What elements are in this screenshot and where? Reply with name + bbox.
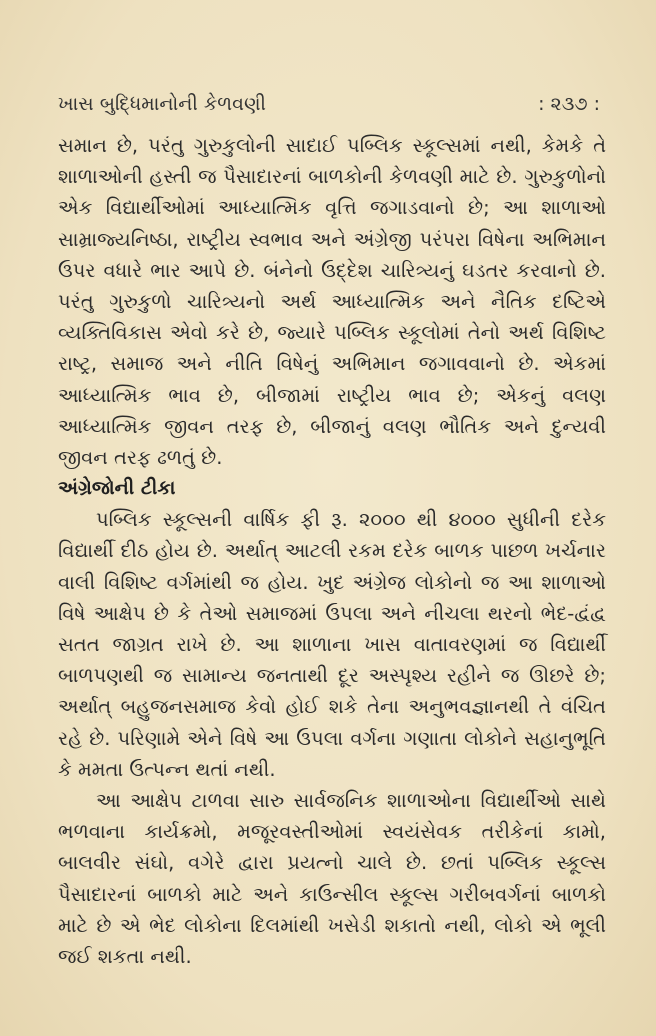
running-title: ખાસ બુદ્ધિમાનોની કેળવણી — [58, 93, 266, 115]
page-body — [58, 130, 606, 972]
paragraph-3: આ આક્ષેપ ટાળવા સારુ સાર્વજનિક શાળાઓના વિદ્યાર્થીઓ સાથે ભળવાના કાર્યક્રમો, મજૂરવસ્તીઓમાં સ્વયંસેવક તરીકેનાં કામો, બાલવીર સંઘો, વગેરે દ્વારા પ્રયત્નો ચાલે છે. છતાં પબ્લિક સ્કૂલ્સ પૈસાદારનાં બાળકો માટે અને કાઉન્સીલ સ્કૂલ્સ ગરીબવર્ગનાં બાળકો માટે છે એ ભેદ લોકોના દિલમાંથી ખસેડી શકાતો નથી, લોકો એ ભૂલી જઈ શકતા નથી. — [58, 789, 606, 969]
paragraph-1: સમાન છે, પરંતુ ગુરુકુલોની સાદાઈ પબ્લિક સ્કૂલ્સમાં નથી, કેમકે તે શાળાઓની હસ્તી જ પૈસાદારનાં બાળકોની કેળવણી માટે છે. ગુરુકુળોનો એક વિદ્યાર્થીઓમાં આધ્યાત્મિક વૃત્તિ જગાડવાનો છે; આ શાળાઓ સામ્રાજ્યનિષ્ઠા, રાષ્ટ્રીય સ્વભાવ અને અંગ્રેજી પરંપરા વિષેના અભિમાન ઉપર વધારે ભાર આપે છે. બંનેનો ઉદ્દેશ ચારિત્ર્યનું ઘડતર કરવાનો છે. પરંતુ ગુરુકુળો ચારિત્ર્યનો અર્થ આધ્યાત્મિક અને નૈતિક દષ્ટિએ વ્યક્તિવિકાસ એવો કરે છે, જ્યારે પબ્લિક સ્કૂલોમાં તેનો અર્થ વિશિષ્ટ રાષ્ટ્ર, સમાજ અને નીતિ વિષેનું અભિમાન જગાવવાનો છે. એકમાં આધ્યાત્મિક ભાવ છે, બીજામાં રાષ્ટ્રીય ભાવ છે; એકનું વલણ આધ્યાત્મિક જીવન તરફ છે, બીજાનું વલણ ભૌતિક અને દુન્યવી જીવન તરફ ઢળતું છે. — [58, 134, 606, 470]
page-header — [58, 93, 600, 119]
section-heading: અંગ્રેજોની ટીકા — [58, 477, 176, 500]
page-number: : ૨૩૭ : — [538, 93, 600, 115]
paragraph-2: પબ્લિક સ્કૂલ્સની વાર્ષિક ફી રૂ. ૨૦૦૦ થી ૪૦૦૦ સુધીની દરેક વિદ્યાર્થી દીઠ હોય છે. અર્થાત્ આટલી રકમ દરેક બાળક પાછળ ખર્ચનાર વાલી વિશિષ્ટ વર્ગમાંથી જ હોય. ખુદ અંગ્રેજ લોકોનો જ આ શાળાઓ વિષે આક્ષેપ છે કે તેઓ સમાજમાં ઉપલા અને નીચલા થરનો ભેદ-દ્વંદ્વ સતત જાગ્રત રાખે છે. આ શાળાના ખાસ વાતાવરણમાં જ વિદ્યાર્થી બાળપણથી જ સામાન્ય જનતાથી દૂર અસ્પૃશ્ય રહીને જ ઊછરે છે; અર્થાત્ બહુજનસમાજ કેવો હોઈ શકે તેના અનુભવજ્ઞાનથી તે વંચિત રહે છે. પરિણામે એને વિષે આ ઉપલા વર્ગના ગણાતા લોકોને સહાનુભૂતિ કે મમતા ઉત્પન્ન થતાં નથી. — [58, 508, 606, 781]
